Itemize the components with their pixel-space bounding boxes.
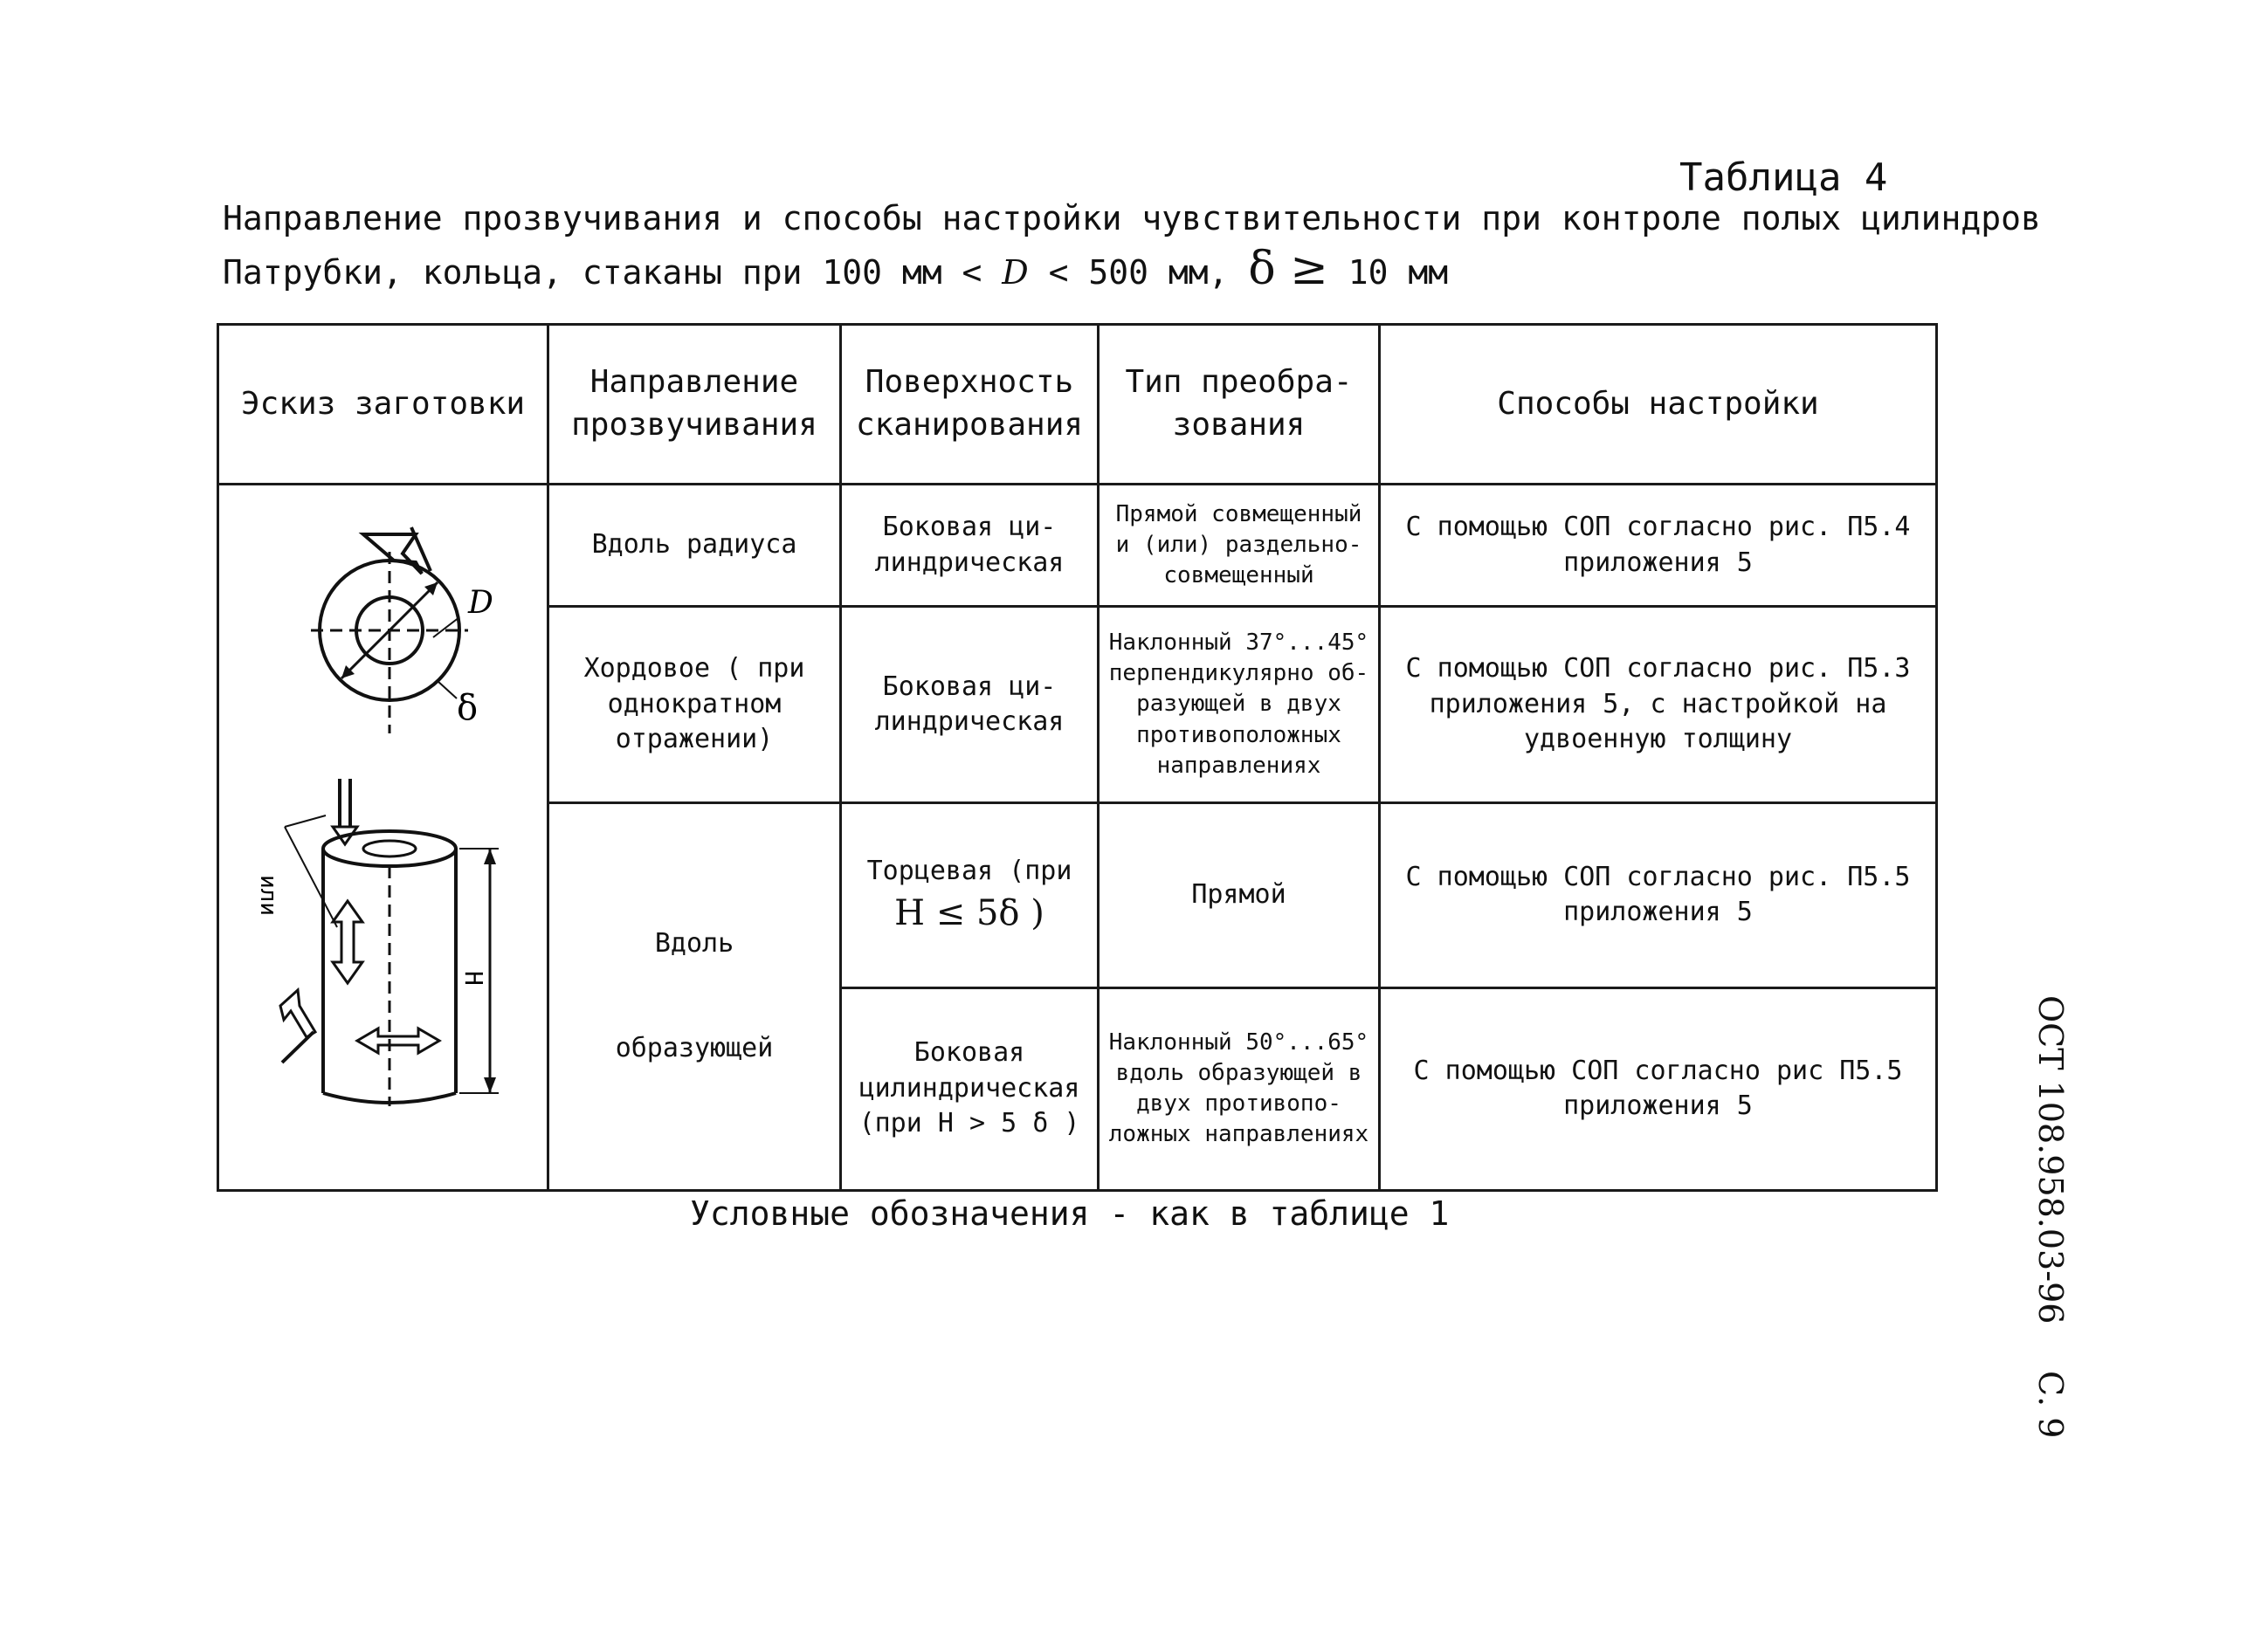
header-sketch: Эскиз заготовки	[218, 325, 548, 485]
row1-transducer: Прямой совмещенный и (или) раздельно-совмещенный	[1099, 485, 1380, 607]
row4-method: С помощью СОП согласно рис П5.5 приложения 5	[1380, 987, 1937, 1190]
row3-surface	[841, 803, 1099, 988]
row4-transducer: Наклонный 50°...65° вдоль образующей в двух противопо-ложных направлениях	[1099, 987, 1380, 1190]
workpiece-sketch	[228, 491, 553, 1173]
header-surface: Поверхность сканирования	[841, 325, 1099, 485]
table-row	[218, 485, 1937, 607]
header-row	[218, 325, 1937, 485]
row3-transducer: Прямой	[1099, 803, 1380, 988]
sketch-label-side: или	[255, 875, 281, 916]
footer-note: Условные обозначения - как в таблице 1	[690, 1194, 1450, 1233]
row3-direction	[548, 803, 841, 1191]
row3-surface-cond: H ≤ 5δ )	[894, 892, 1044, 933]
header-methods: Способы настройки	[1380, 325, 1937, 485]
doc-code: ОСТ 108.958.03-96	[2031, 995, 2070, 1324]
table-title: Направление прозвучивания и способы настройки чувствительности при контроле полых цилиндров	[223, 199, 2041, 237]
subtitle-delta: δ ≥	[1248, 243, 1328, 295]
row3-direction-line2: образующей	[615, 1033, 774, 1064]
settings-table	[217, 323, 1938, 1192]
sketch-cell	[218, 485, 548, 1191]
row1-surface: Боковая ци-линдрическая	[841, 485, 1099, 607]
sketch-label-h: H	[459, 971, 488, 986]
row2-surface: Боковая ци-линдрическая	[841, 607, 1099, 803]
subtitle-mid: < 500 мм,	[1048, 253, 1229, 292]
sketch-label-d: D	[468, 585, 493, 621]
sketch-label-delta: δ	[457, 688, 479, 728]
row2-direction: Хордовое ( при однократном отражении)	[548, 607, 841, 803]
row3-method: С помощью СОП согласно рис. П5.5 приложения 5	[1380, 803, 1937, 988]
subtitle-prefix: Патрубки, кольца, стаканы при 100 мм <	[223, 253, 982, 292]
row1-method: С помощью СОП согласно рис. П5.4 приложения 5	[1380, 485, 1937, 607]
header-direction: Направление прозвучивания	[548, 325, 841, 485]
header-transducer: Тип преобра-зования	[1099, 325, 1380, 485]
row3-surface-text: Торцевая (при	[866, 856, 1072, 886]
row4-surface: Боковая цилиндрическая (при H > 5 δ )	[841, 987, 1099, 1190]
row1-direction: Вдоль радиуса	[548, 485, 841, 607]
row2-method: С помощью СОП согласно рис. П5.3 приложения 5, с настройкой на удвоенную толщину	[1380, 607, 1937, 803]
row2-transducer: Наклонный 37°...45° перпендикулярно об-разующей в двух противоположных направлениях	[1099, 607, 1380, 803]
table-subtitle	[223, 243, 1448, 295]
subtitle-suffix: 10 мм	[1348, 253, 1449, 292]
table-number: Таблица 4	[1679, 155, 1888, 200]
subtitle-var-d: D	[1002, 253, 1029, 292]
row3-direction-line1: Вдоль	[654, 927, 734, 959]
page-number: С. 9	[2031, 1371, 2070, 1439]
